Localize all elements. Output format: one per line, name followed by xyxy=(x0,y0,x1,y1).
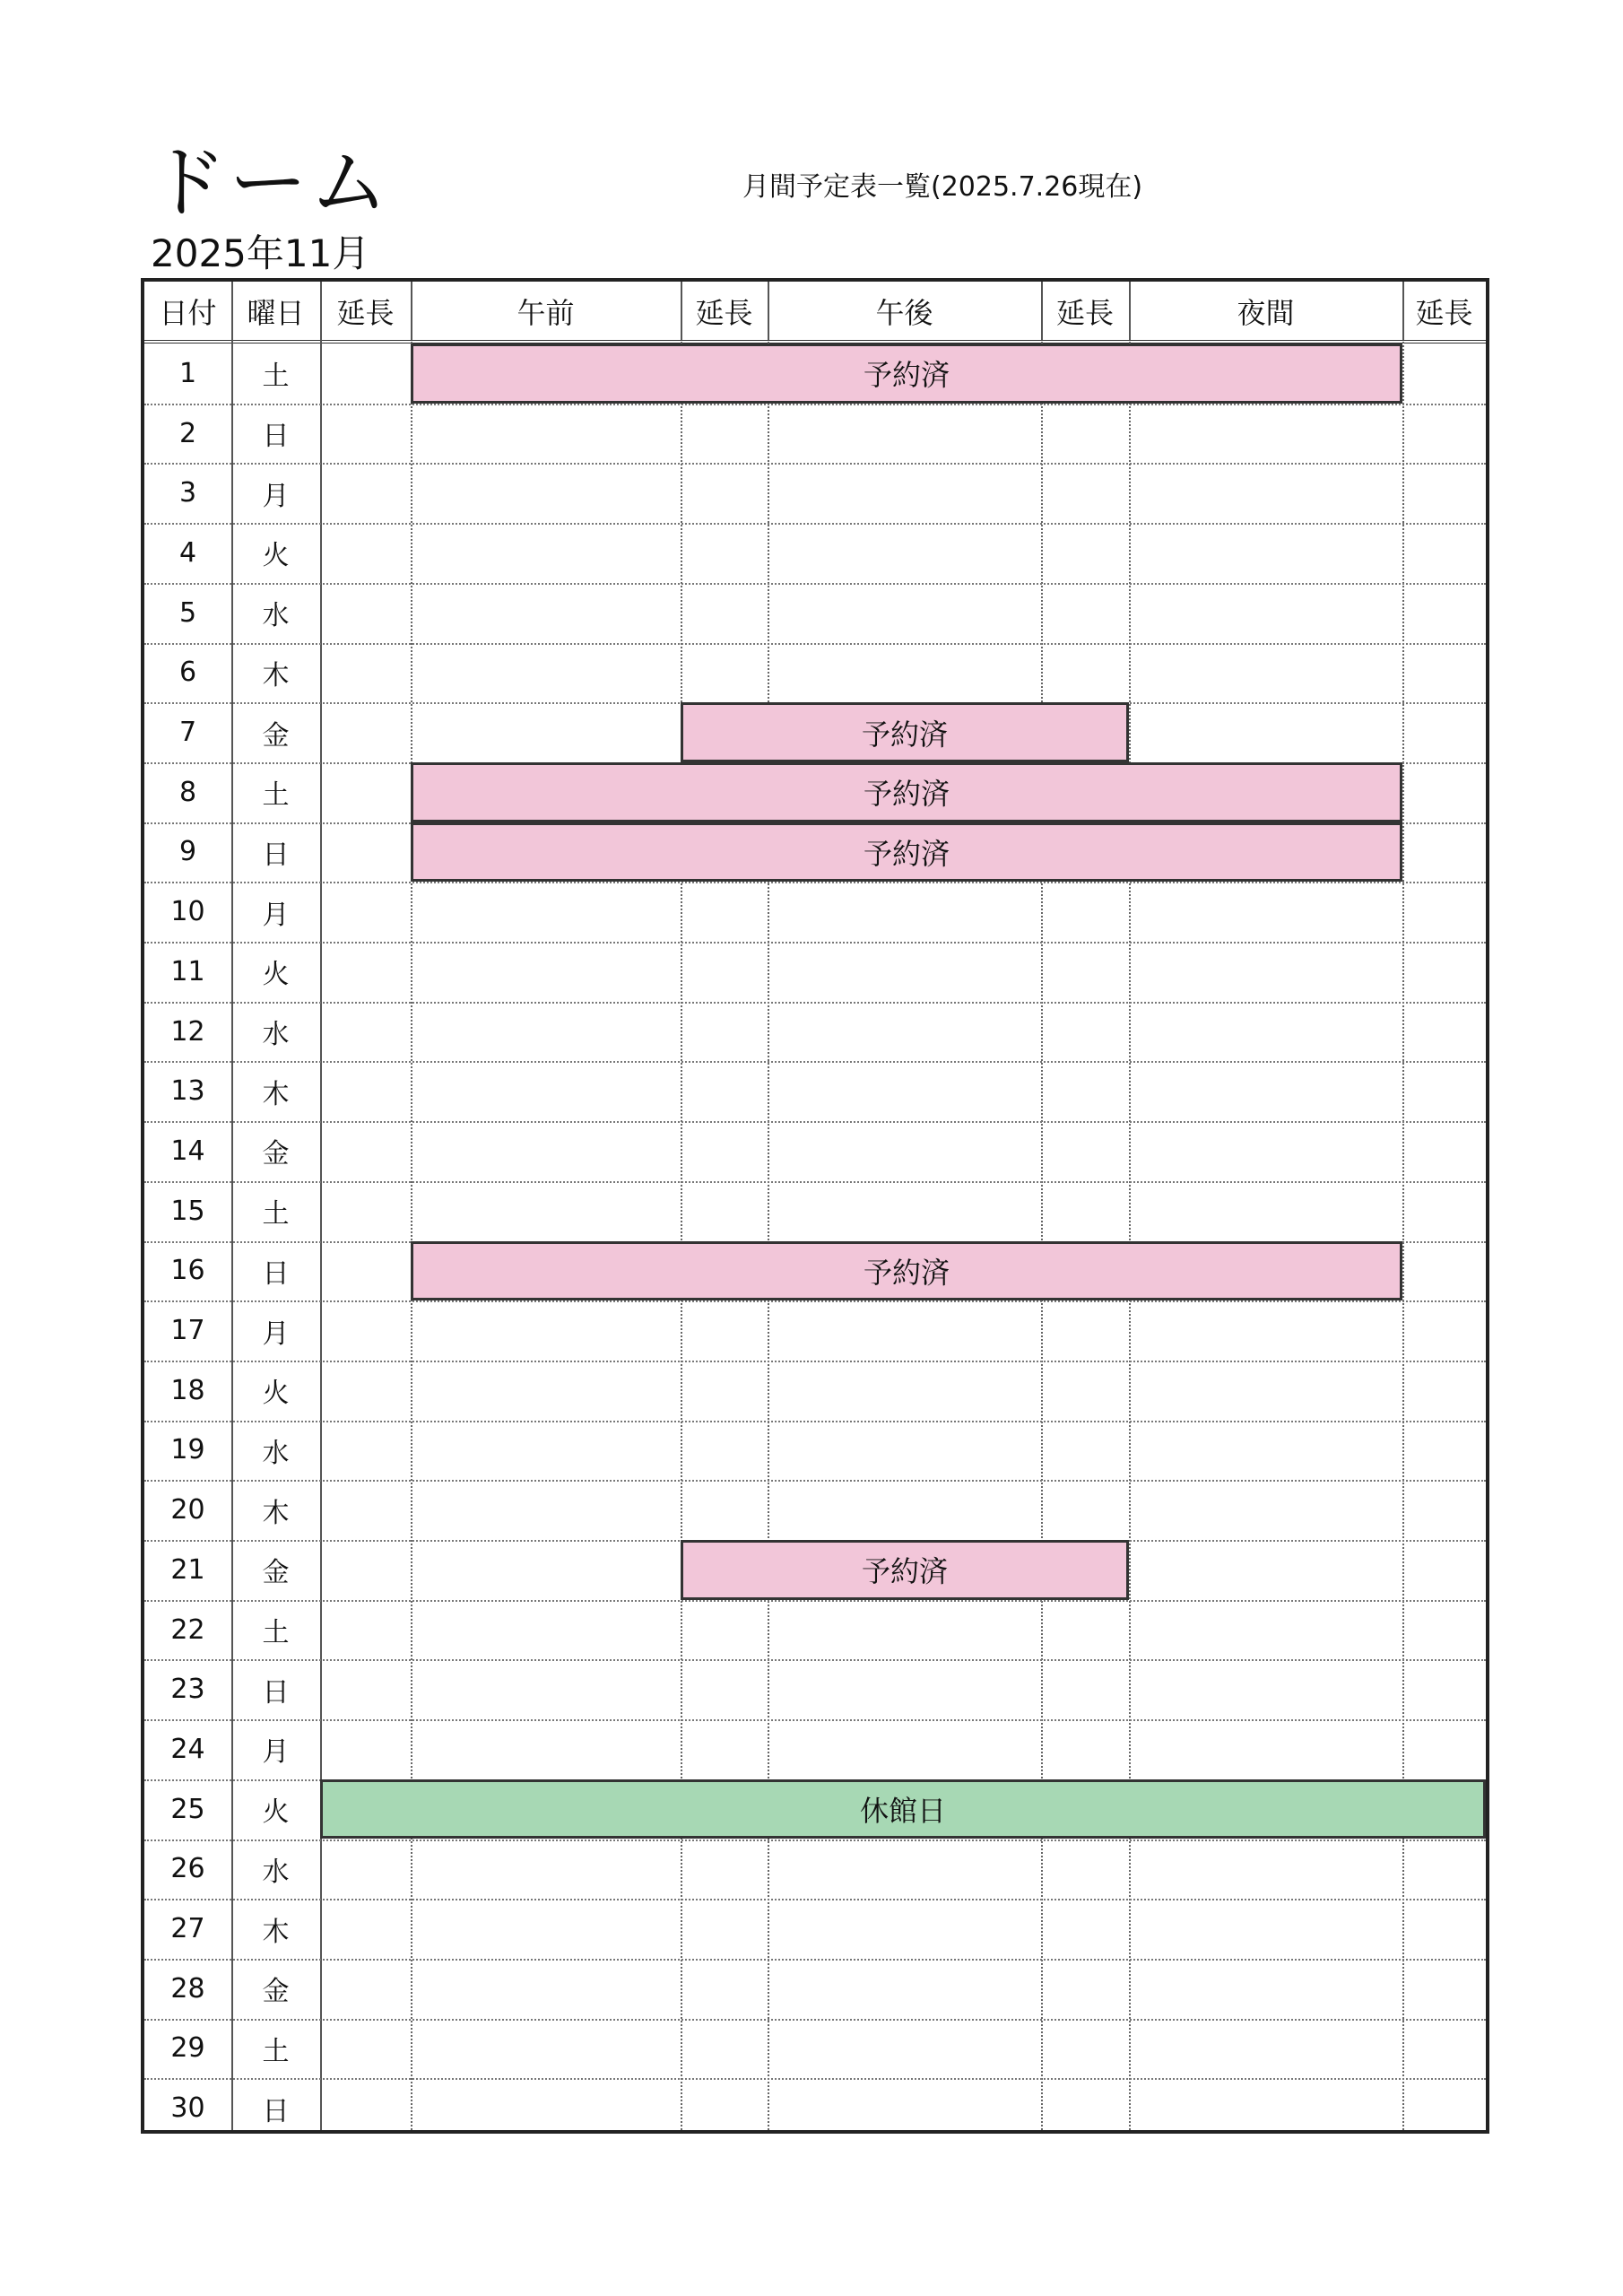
date-cell: 24 xyxy=(170,1733,205,1765)
row-divider xyxy=(144,1061,1486,1063)
weekday-cell: 火 xyxy=(262,1378,290,1410)
weekday-cell: 水 xyxy=(262,1437,290,1469)
column-header: 延長 xyxy=(1055,295,1114,330)
row-divider xyxy=(144,1121,1486,1123)
column-divider xyxy=(1129,282,1131,2130)
weekday-cell: 土 xyxy=(262,1198,290,1231)
date-cell: 26 xyxy=(170,1853,205,1885)
row-divider xyxy=(144,404,1486,405)
weekday-cell: 日 xyxy=(262,421,290,453)
row-divider xyxy=(144,523,1486,525)
weekday-cell: 木 xyxy=(262,1916,290,1948)
column-header: 曜日 xyxy=(247,295,305,330)
weekday-cell: 日 xyxy=(262,1257,290,1290)
weekday-cell: 水 xyxy=(262,1019,290,1051)
header-column-divider xyxy=(411,282,412,340)
month-label: 2025年11月 xyxy=(151,231,370,275)
date-cell: 25 xyxy=(170,1793,205,1825)
weekday-cell: 月 xyxy=(262,1736,290,1769)
weekday-cell: 金 xyxy=(262,1557,290,1589)
date-cell: 4 xyxy=(178,536,197,569)
column-divider xyxy=(681,282,682,2130)
date-cell: 15 xyxy=(170,1195,205,1227)
header-column-divider xyxy=(1402,282,1404,340)
row-divider xyxy=(144,583,1486,585)
weekday-cell: 土 xyxy=(262,2035,290,2067)
facility-name: ドーム xyxy=(148,136,391,229)
row-divider xyxy=(144,1421,1486,1422)
row-divider xyxy=(144,942,1486,944)
closed-day-block: 休館日 xyxy=(320,1779,1486,1839)
header-column-divider xyxy=(1041,282,1043,340)
weekday-cell: 火 xyxy=(262,1796,290,1829)
date-cell: 8 xyxy=(178,776,197,808)
column-header: 午前 xyxy=(516,295,575,330)
column-divider xyxy=(1041,282,1043,2130)
date-cell: 28 xyxy=(170,1972,205,2005)
row-divider xyxy=(144,2078,1486,2080)
column-divider xyxy=(320,282,322,2130)
row-divider xyxy=(144,1959,1486,1961)
booked-block: 予約済 xyxy=(411,344,1402,404)
date-cell: 23 xyxy=(170,1674,205,1706)
column-header: 延長 xyxy=(1415,295,1473,330)
weekday-cell: 土 xyxy=(262,361,290,393)
date-cell: 11 xyxy=(170,955,205,987)
row-divider xyxy=(144,1300,1486,1302)
row-divider xyxy=(144,882,1486,883)
row-divider xyxy=(144,1002,1486,1004)
header-column-divider xyxy=(768,282,769,340)
date-cell: 29 xyxy=(170,2032,205,2065)
weekday-cell: 日 xyxy=(262,2095,290,2127)
row-divider xyxy=(144,643,1486,645)
date-cell: 21 xyxy=(170,1553,205,1586)
row-divider xyxy=(144,463,1486,465)
row-divider xyxy=(144,1719,1486,1721)
date-cell: 7 xyxy=(178,717,197,749)
row-divider xyxy=(144,1839,1486,1841)
weekday-cell: 木 xyxy=(262,1078,290,1110)
weekday-cell: 金 xyxy=(262,1138,290,1170)
date-cell: 19 xyxy=(170,1434,205,1466)
row-divider xyxy=(144,2019,1486,2021)
weekday-cell: 金 xyxy=(262,719,290,752)
date-cell: 9 xyxy=(178,836,197,868)
date-cell: 1 xyxy=(178,357,197,389)
row-divider xyxy=(144,1899,1486,1900)
column-header: 日付 xyxy=(159,295,217,330)
weekday-cell: 日 xyxy=(262,1676,290,1709)
booked-block: 予約済 xyxy=(681,1540,1129,1600)
row-divider xyxy=(144,1480,1486,1482)
booked-block: 予約済 xyxy=(681,702,1129,762)
row-divider xyxy=(144,1659,1486,1661)
column-header: 延長 xyxy=(695,295,753,330)
column-header: 夜間 xyxy=(1237,295,1295,330)
date-cell: 12 xyxy=(170,1015,205,1048)
weekday-cell: 日 xyxy=(262,839,290,871)
date-cell: 13 xyxy=(170,1075,205,1108)
booked-block: 予約済 xyxy=(411,822,1402,883)
schedule-table xyxy=(141,278,1489,2134)
booked-block: 予約済 xyxy=(411,1241,1402,1301)
date-cell: 18 xyxy=(170,1374,205,1406)
weekday-cell: 火 xyxy=(262,959,290,991)
date-cell: 6 xyxy=(178,657,197,689)
date-cell: 14 xyxy=(170,1135,205,1167)
booked-block: 予約済 xyxy=(411,762,1402,822)
weekday-cell: 火 xyxy=(262,540,290,572)
date-cell: 17 xyxy=(170,1315,205,1347)
date-cell: 22 xyxy=(170,1613,205,1646)
weekday-cell: 土 xyxy=(262,1617,290,1649)
weekday-cell: 水 xyxy=(262,600,290,632)
date-cell: 16 xyxy=(170,1255,205,1287)
document-subtitle: 月間予定表一覧(2025.7.26現在) xyxy=(742,171,1143,203)
date-cell: 20 xyxy=(170,1494,205,1526)
column-divider xyxy=(411,282,412,2130)
row-divider xyxy=(144,1361,1486,1362)
weekday-cell: 木 xyxy=(262,1497,290,1529)
date-cell: 3 xyxy=(178,477,197,509)
date-cell: 2 xyxy=(178,417,197,449)
header-column-divider xyxy=(1129,282,1131,340)
date-cell: 27 xyxy=(170,1913,205,1945)
row-divider xyxy=(144,1600,1486,1602)
weekday-cell: 月 xyxy=(262,899,290,931)
weekday-cell: 月 xyxy=(262,480,290,512)
column-divider xyxy=(1402,282,1404,2130)
date-cell: 10 xyxy=(170,896,205,928)
header-column-divider xyxy=(681,282,682,340)
date-cell: 5 xyxy=(178,596,197,629)
column-header: 午後 xyxy=(875,295,933,330)
weekday-cell: 金 xyxy=(262,1976,290,2008)
weekday-cell: 月 xyxy=(262,1318,290,1350)
weekday-cell: 水 xyxy=(262,1856,290,1888)
date-cell: 30 xyxy=(170,2092,205,2125)
row-divider xyxy=(144,1181,1486,1183)
column-header: 延長 xyxy=(336,295,395,330)
weekday-cell: 木 xyxy=(262,659,290,691)
weekday-cell: 土 xyxy=(262,779,290,812)
column-divider xyxy=(768,282,769,2130)
